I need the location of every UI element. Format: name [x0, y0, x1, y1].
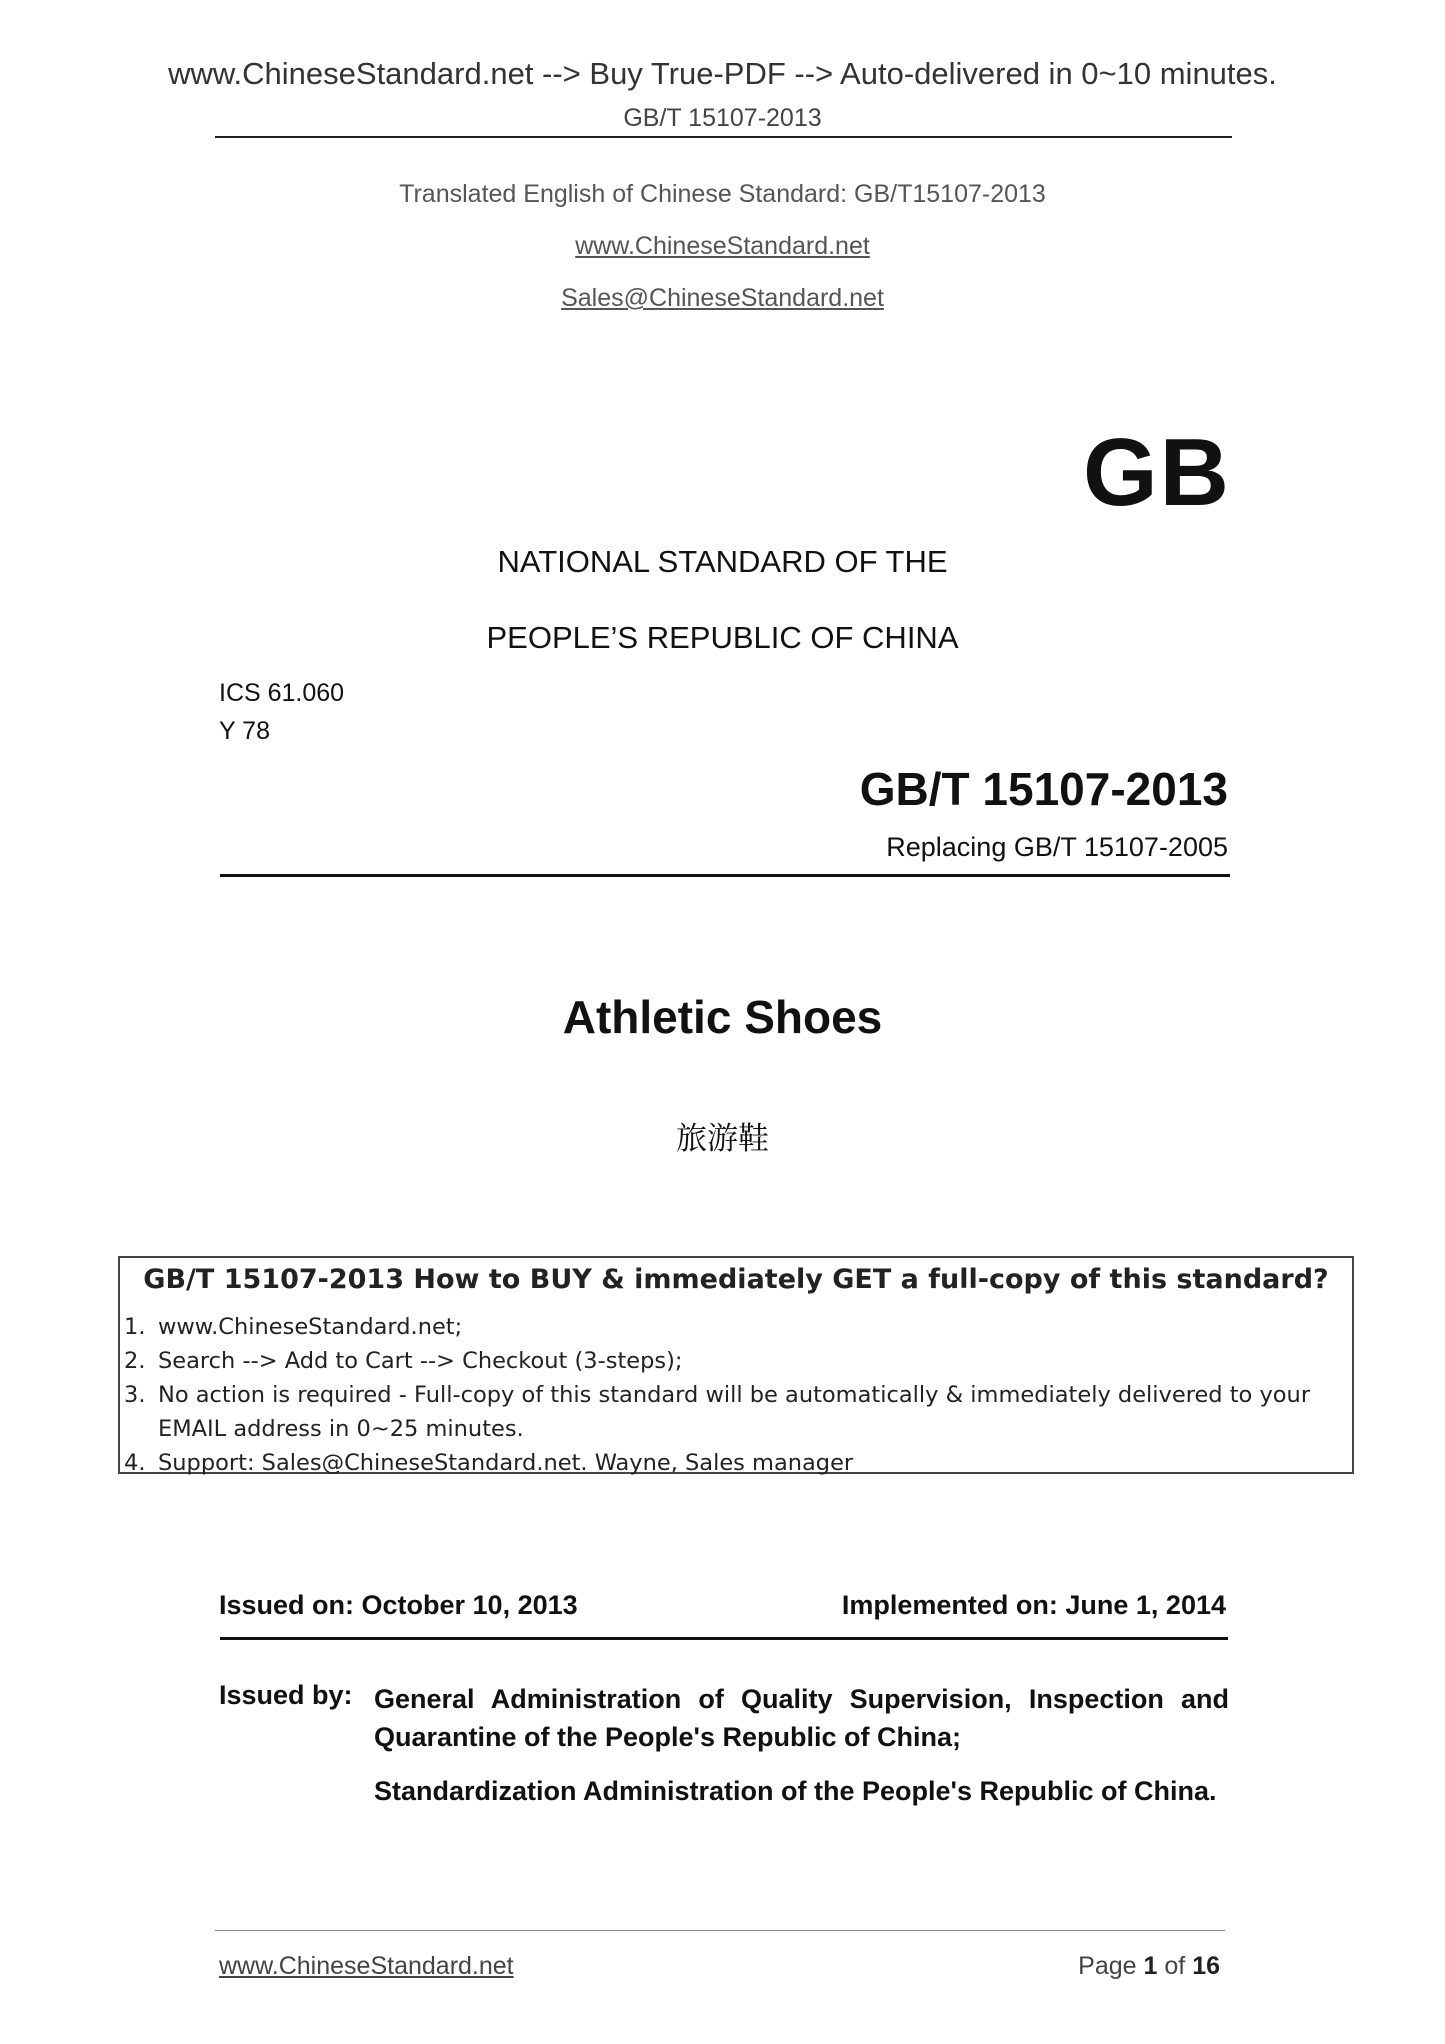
purchase-step [124, 1310, 1348, 1344]
purchase-heading: GB/T 15107-2013 How to BUY & immediately GET a full-copy of this standard? [143, 1264, 1329, 1295]
step-text[interactable]: www.ChineseStandard.net; [158, 1314, 463, 1340]
step-number: 1. [124, 1314, 146, 1340]
issued-on-date: Issued on: October 10, 2013 [219, 1590, 578, 1620]
purchase-step [124, 1446, 1348, 1480]
email-link[interactable]: Sales@ChineseStandard.net [561, 284, 884, 312]
purchase-step [124, 1344, 1348, 1378]
gb-mark: GB [1083, 419, 1231, 526]
page-total: 16 [1192, 1952, 1220, 1980]
translation-title: Translated English of Chinese Standard: GB/T15107-2013 [399, 180, 1046, 208]
purchase-steps [124, 1310, 1348, 1480]
translation-email [0, 284, 1445, 313]
national-standard-line2: PEOPLE’S REPUBLIC OF CHINA [486, 620, 959, 655]
step-text: No action is required - Full-copy of this standard will be automatically & immediately delivered to your EMAIL address in 0~25 minutes. [158, 1382, 1311, 1442]
translation-website [0, 232, 1445, 261]
national-standard-line1: NATIONAL STANDARD OF THE [497, 544, 948, 579]
replacing-note: Replacing GB/T 15107-2005 [886, 832, 1228, 862]
header-standard-ref: GB/T 15107-2013 [623, 104, 822, 132]
page-of: of [1164, 1952, 1186, 1980]
step-text: Support: Sales@ChineseStandard.net. Wayne, Sales manager [158, 1450, 854, 1476]
footer-divider [215, 1930, 1225, 1931]
page-label: Page [1078, 1952, 1137, 1980]
purchase-info-box [118, 1256, 1354, 1474]
implemented-on-date: Implemented on: June 1, 2014 [841, 1590, 1226, 1620]
issuer-gaqsiq: General Administration of Quality Supervision, Inspection and Quarantine of the People's Republic of China; [374, 1684, 1229, 1752]
step-text: Search --> Add to Cart --> Checkout (3-steps); [158, 1348, 683, 1374]
header-divider [215, 136, 1232, 138]
issuer-sac: Standardization Administration of the People's Republic of China. [374, 1776, 1217, 1806]
page-indicator [1078, 1952, 1220, 1981]
classification-code: Y 78 [219, 717, 270, 745]
website-link[interactable]: www.ChineseStandard.net [575, 232, 870, 260]
top-banner: www.ChineseStandard.net --> Buy True-PDF --> Auto-delivered in 0~10 minutes. [168, 56, 1277, 91]
step-number: 2. [124, 1348, 146, 1374]
document-title: Athletic Shoes [562, 991, 883, 1043]
step-number: 3. [124, 1382, 146, 1408]
page-current: 1 [1143, 1952, 1158, 1980]
footer-website-link[interactable]: www.ChineseStandard.net [219, 1952, 514, 1980]
ics-code: ICS 61.060 [219, 679, 345, 707]
title-divider [220, 874, 1230, 877]
chinese-title: 旅游鞋 [676, 1121, 769, 1157]
step-number: 4. [124, 1450, 146, 1476]
dates-divider [220, 1637, 1228, 1640]
purchase-step [124, 1378, 1348, 1446]
issued-by-label: Issued by: [219, 1680, 353, 1710]
standard-number: GB/T 15107-2013 [859, 763, 1228, 815]
